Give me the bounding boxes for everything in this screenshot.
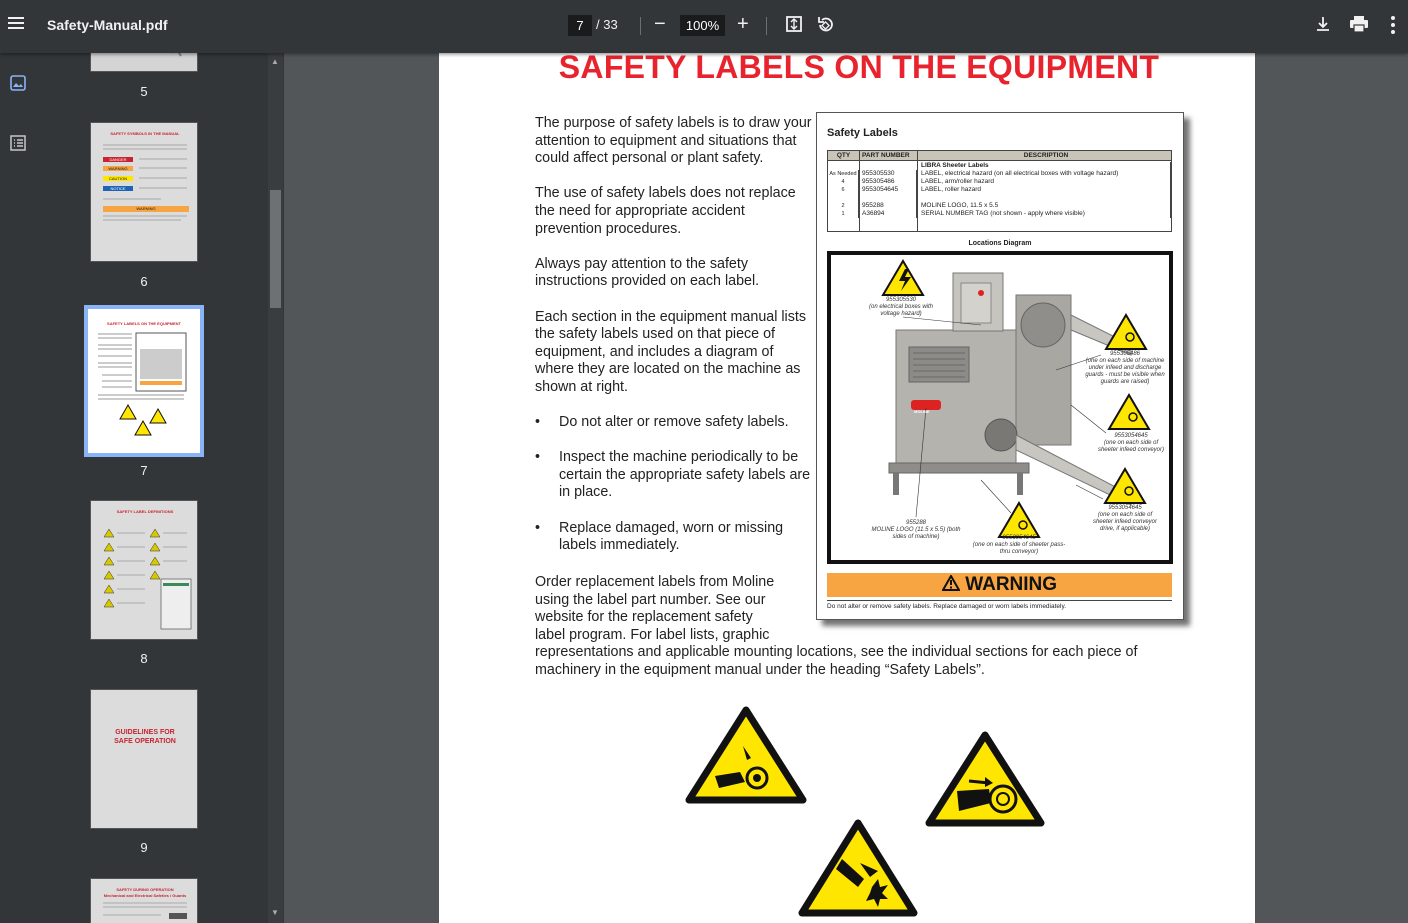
table-cell: 1 <box>828 210 859 218</box>
bullet-item: • Inspect the machine periodically to be certain the appropriate safety labels are in place. <box>535 449 811 501</box>
rotate-icon[interactable] <box>816 15 835 38</box>
table-cell: 4 <box>828 178 859 186</box>
scroll-down-arrow[interactable]: ▼ <box>271 908 279 917</box>
intro-text <box>535 115 815 572</box>
thumbnail-heading: SAFETY SYMBOLS IN THE MANUAL <box>110 131 180 136</box>
column-header: PART NUMBER <box>860 151 918 160</box>
thumbnail-page-9[interactable] <box>90 689 198 829</box>
fit-to-page-icon[interactable] <box>785 15 803 37</box>
scroll-up-arrow[interactable]: ▲ <box>271 57 279 66</box>
menu-icon[interactable] <box>6 14 28 36</box>
order-text: Order replacement labels from Moline using the label part number. See our website for the replacement safety label program. For label lists, graphic representations and applicable mounting locations, see the individual sections for each piece of machinery in the equipment manual under the heading “Safety Labels”. <box>535 574 1138 678</box>
warning-icon <box>942 575 960 591</box>
toolbar-divider <box>640 17 641 35</box>
table-cell: 2 <box>828 202 859 210</box>
table-cell: As Needed <box>828 170 859 178</box>
outline-view-icon[interactable] <box>9 134 27 152</box>
column-header: DESCRIPTION <box>1023 152 1069 159</box>
thumbnail-page-number: 9 <box>140 840 148 855</box>
page-count: / 33 <box>596 17 618 32</box>
thumbnail-heading: SAFETY DURING OPERATION <box>116 887 174 892</box>
locations-diagram <box>827 251 1173 564</box>
zoom-out-button[interactable]: − <box>654 13 666 35</box>
table-group-label: LIBRA Sheeter Labels <box>921 162 1171 170</box>
roller-hazard-icon <box>925 731 1045 827</box>
thumbnail-page-5[interactable] <box>90 53 198 72</box>
hand-entanglement-hazard-icon <box>685 706 807 804</box>
thumbnail-sidebar <box>0 53 284 923</box>
paragraph: Always pay attention to the safety instructions provided on each label. <box>535 255 760 290</box>
table-cell: LABEL, roller hazard <box>921 186 1171 194</box>
print-icon[interactable] <box>1349 15 1369 37</box>
bullet-item: • Do not alter or remove safety labels. <box>535 414 789 431</box>
panel-heading: Safety Labels <box>827 127 898 139</box>
diagram-callout: 9553054645 (one on each side of sheeter infeed conveyor drive, if applicable) <box>1092 505 1158 532</box>
thumbnail-page-10[interactable] <box>90 878 198 923</box>
thumbnail-page-8[interactable] <box>90 500 198 640</box>
notice-tag: NOTICE <box>103 186 133 191</box>
page-title: SAFETY LABELS ON THE EQUIPMENT <box>558 53 1160 85</box>
caution-tag: CAUTION <box>103 176 133 181</box>
column-header: QTY <box>828 151 860 160</box>
thumbnail-page-6[interactable] <box>90 122 198 262</box>
warning-message: Do not alter or remove safety labels. Replace damaged or worn labels immediately. <box>827 600 1172 610</box>
table-cell: 955288 <box>862 202 917 210</box>
moline-logo: MOLINE <box>914 409 930 414</box>
thumbnail-heading: SAFETY LABEL DEFINITIONS <box>116 509 174 514</box>
thumbnail-subheading: Mechanical and Electrical Safeties / Guards <box>103 893 187 898</box>
thumbnail-page-7[interactable] <box>84 305 204 457</box>
thumbnail-heading: SAFETY LABELS ON THE EQUIPMENT <box>107 321 181 326</box>
table-cell: LABEL, electrical hazard (on all electrical boxes with voltage hazard) <box>921 170 1171 178</box>
zoom-level-input[interactable]: 100% <box>680 15 725 36</box>
diagram-callout: 955305530 (on electrical boxes with voltage hazard) <box>868 297 934 317</box>
thumbnail-view-icon[interactable] <box>9 74 27 92</box>
warning-banner: WARNING <box>103 206 189 212</box>
download-icon[interactable] <box>1314 15 1332 37</box>
thumbnail-page-number: 6 <box>140 274 148 289</box>
table-cell: MOLINE LOGO, 11.5 x 5.5 <box>921 202 1171 210</box>
pdf-page <box>439 53 1255 923</box>
paragraph: Each section in the equipment manual lists the safety labels used on that piece of equipment, and includes a diagram of where they are located on the machine as shown at right. <box>535 308 806 395</box>
toolbar-divider <box>766 17 767 35</box>
paragraph: The use of safety labels does not replace the need for appropriate accident prevention procedures. <box>535 185 796 237</box>
table-cell: 9553054645 <box>862 186 917 194</box>
scrollbar-thumb[interactable] <box>270 190 281 308</box>
table-cell: LABEL, arm/roller hazard <box>921 178 1171 186</box>
zoom-in-button[interactable]: + <box>737 13 749 35</box>
warning-tag: WARNING <box>103 166 133 171</box>
locations-diagram-title: Locations Diagram <box>968 240 1032 247</box>
table-cell: A36894 <box>862 210 917 218</box>
table-cell: 6 <box>828 186 859 194</box>
warning-label: WARNING <box>965 574 1058 595</box>
bullet-item: • Replace damaged, worn or missing labels immediately. <box>535 519 784 554</box>
warning-banner <box>827 573 1172 597</box>
page-number-input[interactable]: 7 <box>568 15 592 36</box>
diagram-callout: 955305486 (one on each side of machine under infeed and discharge guards - must be visible when guards are raised) <box>1085 351 1165 385</box>
thumbnail-list <box>84 53 264 923</box>
labels-table <box>827 150 1172 232</box>
diagram-callout: 955288 MOLINE LOGO (11.5 x 5.5) (both sides of machine) <box>871 520 961 540</box>
table-cell: 955305486 <box>862 178 917 186</box>
thumbnail-heading: GUIDELINES FOR SAFE OPERATION <box>114 729 176 745</box>
table-cell: SERIAL NUMBER TAG (not shown - apply where visible) <box>921 210 1171 218</box>
thumbnail-page-number: 5 <box>140 84 148 99</box>
danger-tag: DANGER <box>103 157 133 162</box>
cutting-hazard-icon <box>798 819 918 917</box>
paragraph: The purpose of safety labels is to draw your attention to equipment and situations that could affect personal or plant safety. <box>535 115 812 167</box>
safety-labels-panel <box>816 112 1184 620</box>
diagram-callout: 9553054645 (one on each side of sheeter infeed conveyor) <box>1097 433 1165 453</box>
thumbnail-page-number: 8 <box>140 651 148 666</box>
table-cell: 955305530 <box>862 170 917 178</box>
diagram-callout: 9553054645 (one on each side of sheeter pass-thru conveyor) <box>972 535 1066 555</box>
document-title: Safety-Manual.pdf <box>47 17 168 33</box>
more-options-icon[interactable] <box>1390 15 1396 39</box>
pdf-toolbar <box>0 0 1408 53</box>
sidebar-scrollbar[interactable] <box>268 53 283 923</box>
thumbnail-page-number: 7 <box>140 463 148 478</box>
